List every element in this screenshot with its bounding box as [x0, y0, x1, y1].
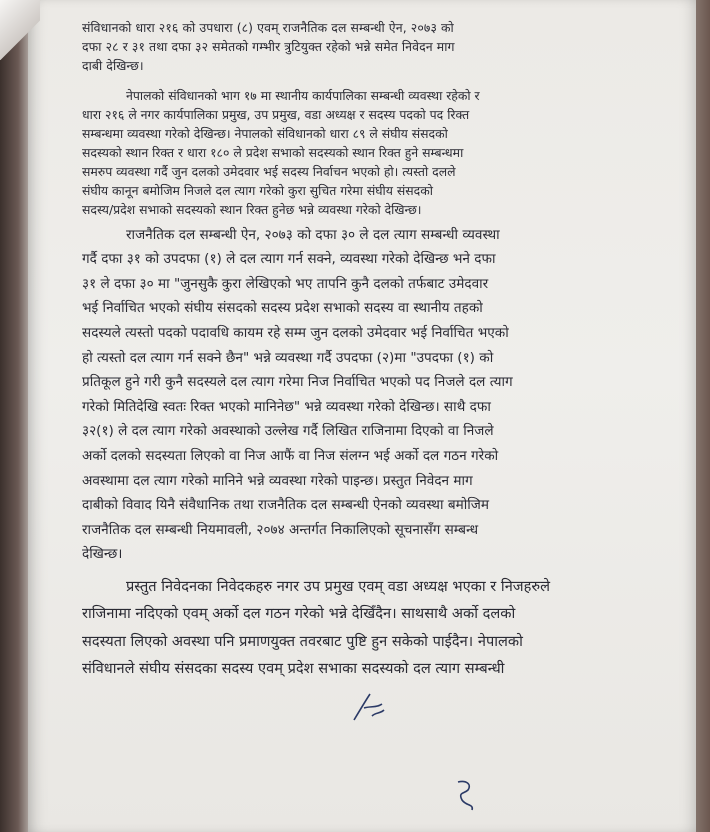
text-line: संघीय कानून बमोजिम निजले दल त्याग गरेको कुरा सुचित गरेमा संघीय संसदको: [82, 182, 433, 198]
text-line: अर्को दलको सदस्यता लिएको वा निज आफैं वा निज संलग्न भई अर्को दल गठन गरेको: [82, 447, 499, 464]
text-line: दफा २८ र ३१ तथा दफा ३२ समेतको गम्भीर त्रुटियुक्त रहेको भन्ने समेत निवेदन माग: [82, 39, 455, 55]
text-line: गर्दै दफा ३१ को उपदफा (१) ले दल त्याग गर्न सक्ने, व्यवस्था गरेको देखिन्छ भने दफा: [82, 251, 496, 268]
text-line: राजनैतिक दल सम्बन्धी नियमावली, २०७४ अन्तर्गत निकालिएको सूचनासँग सम्बन्ध: [82, 521, 479, 538]
text-line: राजिनामा नदिएको एवम् अर्को दल गठन गरेको भन्ने देखिँदैन। साथसाथै अर्को दलको: [82, 605, 516, 623]
paragraph-2: [82, 86, 682, 219]
text-line: संविधानको धारा २१६ को उपधारा (८) एवम् राजनैतिक दल सम्बन्धी ऐन, २०७३ को: [82, 20, 454, 35]
text-line: देखिन्छ।: [82, 546, 123, 563]
text-line: समरुप व्यवस्था गर्दै जुन दलको उमेदवार भई सदस्य निर्वाचन भएको हो। त्यस्तो दलले: [82, 163, 456, 179]
text-line: हो त्यस्तो दल त्याग गर्न सक्ने छैन" भन्ने व्यवस्था गर्दै उपदफा (२)मा "उपदफा (१) को: [82, 349, 494, 366]
text-line: संविधानले संघीय संसदका सदस्य एवम् प्रदेश सभाका सदस्यको दल त्याग सम्बन्धी: [82, 660, 505, 678]
text-line: प्रतिकूल हुने गरी कुनै सदस्यले दल त्याग गरेमा निज निर्वाचित भएको पद निजले दल त्याग: [82, 374, 513, 391]
text-line: ३१ ले दफा ३० मा "जुनसुकै कुरा लेखिएको भए तापनि कुनै दलको तर्फबाट उमेदवार: [82, 275, 489, 292]
text-line: प्रस्तुत निवेदनका निवेदकहरु नगर उप प्रमुख एवम् वडा अध्यक्ष भएका र निजहरुले: [126, 577, 550, 595]
paragraph-4: [82, 573, 682, 683]
paragraph-3: [82, 223, 682, 567]
page-fold: [0, 0, 40, 60]
text-line: अवस्थामा दल त्याग गरेको मानिने भन्ने व्यवस्था गरेको पाइन्छ। प्रस्तुत निवेदन माग: [82, 472, 473, 489]
handwritten-mark-icon: [350, 690, 390, 726]
text-line: धारा २१६ ले नगर कार्यपालिका प्रमुख, उप प्रमुख, वडा अध्यक्ष र सदस्य पदको पद रिक्त: [82, 106, 470, 122]
text-line: गरेको मितिदेखि स्वतः रिक्त भएको मानिनेछ" भन्ने व्यवस्था गरेको देखिन्छ। साथै दफा: [82, 398, 491, 415]
text-line: नेपालको संविधानको भाग १७ मा स्थानीय कार्यपालिका सम्बन्धी व्यवस्था रहेको र: [126, 87, 480, 103]
document-body: [82, 18, 682, 683]
text-line: दाबी देखिन्छ।: [82, 58, 144, 74]
paragraph-1: [82, 18, 682, 76]
text-line: सदस्यले त्यस्तो पदको पदावधि कायम रहे सम्म जुन दलको उमेदवार भई निर्वाचित भएको: [82, 324, 509, 341]
text-line: सदस्यको स्थान रिक्त र धारा १८० ले प्रदेश सभाको सदस्यको स्थान रिक्त हुने सम्बन्धमा: [82, 144, 464, 160]
text-line: ३२(१) ले दल त्याग गरेको अवस्थाको उल्लेख गर्दै लिखित राजिनामा दिएको वा निजले: [82, 423, 494, 440]
text-line: भई निर्वाचित भएको संघीय संसदको सदस्य प्रदेश सभाको सदस्य वा स्थानीय तहको: [82, 300, 483, 317]
text-line: सदस्यता लिएको अवस्था पनि प्रमाणयुक्त तवरबाट पुष्टि हुन सकेको पाईदैन। नेपालको: [82, 632, 523, 650]
text-line: सदस्य/प्रदेश सभाको सदस्यको स्थान रिक्त हुनेछ भन्ने व्यवस्था गरेको देखिन्छ।: [82, 201, 422, 217]
text-line: राजनैतिक दल सम्बन्धी ऐन, २०७३ को दफा ३० ले दल त्याग सम्बन्धी व्यवस्था: [126, 226, 500, 243]
text-line: सम्बन्धमा व्यवस्था गरेको देखिन्छ। नेपालको संविधानको धारा ८९ ले संघीय संसदको: [82, 125, 448, 141]
text-line: दाबीको विवाद यिनै संवैधानिक तथा राजनैतिक दल सम्बन्धी ऐनको व्यवस्था बमोजिम: [82, 497, 489, 514]
handwritten-numeral-icon: [452, 776, 482, 816]
